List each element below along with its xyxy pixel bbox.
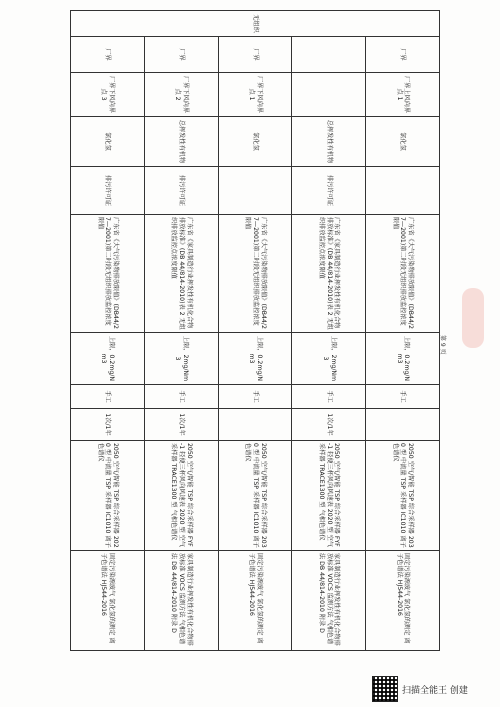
pollutant-cell: 总挥发性有机物	[144, 117, 218, 167]
seal-stamp	[462, 288, 484, 348]
limit-cell: 上限，2mg/Nm3	[292, 333, 366, 385]
permit-cell: 排污许可证	[71, 167, 145, 215]
instrument-cell: 2050 空气/智能 TSP 综合采样器 2030 型 中流量 TSP 采样器 IC1010 离子色谱仪	[218, 441, 292, 551]
limit-cell: 上限，0.2mg/Nm3	[218, 333, 292, 385]
standard-cell: 广东省《家具制造行业挥发性有机化合物排放标准》(DB 44/814-2010)表 2 无组织排放监控点浓度限值	[144, 215, 218, 333]
method-cell: 手工	[71, 385, 145, 409]
freq-cell	[218, 409, 292, 441]
site-cell: 厂界	[218, 37, 292, 73]
analysis-cell: 固定污染源废气 氯化氢的测定 离子色谱法 HJ544-2016	[218, 551, 292, 651]
analysis-cell: 家具制造行业挥发性有机化合物排放标准 VOCS 监测方法 气相色谱法 DB 44/814-2010 附录 D	[144, 551, 218, 651]
freq-cell	[366, 409, 440, 441]
pollutant-cell: 总挥发性有机物	[292, 117, 366, 167]
analysis-cell: 固定污染源废气 氯化氢的测定 离子色谱法 HJ544-2016	[71, 551, 145, 651]
table-row	[292, 11, 366, 651]
instrument-cell: 2050 空气/智能 TSP 综合采样器 FYF-1 轻便三杯风向风速表 2020 型 空气采样器 TRACE1300 型 气相色谱仪	[144, 441, 218, 551]
point-cell: 厂界下风向界点 1	[218, 73, 292, 117]
freq-cell: 1次/1年	[71, 409, 145, 441]
table-row	[366, 11, 440, 651]
monitoring-table	[70, 10, 440, 651]
method-cell: 手工	[366, 385, 440, 409]
site-cell: 厂界	[366, 37, 440, 73]
qr-code-icon	[372, 676, 398, 702]
instrument-cell: 2050 空气/智能 TSP 综合采样器 FYF-1 轻便三杯风向风速表 2020 型 空气采样器 TRACE1300 型 气相色谱仪	[292, 441, 366, 551]
permit-cell	[366, 167, 440, 215]
rotated-table-container	[70, 10, 440, 650]
analysis-cell: 家具制造行业挥发性有机化合物排放标准 VOCS 监测方法 气相色谱法 DB 44/814-2010 附录 D	[292, 551, 366, 651]
table-row	[218, 11, 292, 651]
table-row	[144, 11, 218, 651]
table-row	[71, 11, 145, 651]
standard-cell: 广东省《家具制造行业挥发性有机化合物排放标准》(DB 44/814-2010)表 2 无组织排放监控点浓度限值	[292, 215, 366, 333]
method-cell: 手工	[218, 385, 292, 409]
scanner-watermark	[372, 676, 468, 702]
site-cell: 厂界	[144, 37, 218, 73]
scanner-brand-text: 扫描全能王 创建	[402, 685, 468, 696]
pollutant-cell: 氯化氢	[71, 117, 145, 167]
permit-cell: 排污许可证	[292, 167, 366, 215]
point-cell: 厂界上风向界点 1	[366, 73, 440, 117]
pollutant-cell: 氯化氢	[366, 117, 440, 167]
limit-cell: 上限，2mg/Nm3	[144, 333, 218, 385]
standard-cell: 广东省《大气污染物排放限值》(DB44/27—2001)第二时段无组织排放监控浓度限值	[366, 215, 440, 333]
limit-cell: 上限，0.2mg/Nm3	[366, 333, 440, 385]
group-label-cell: 无组织	[71, 11, 440, 37]
method-cell: 手工	[144, 385, 218, 409]
permit-cell: 排污许可证	[144, 167, 218, 215]
point-cell: 厂界下风向界点 2	[144, 73, 218, 117]
pollutant-cell: 氯化氢	[218, 117, 292, 167]
freq-cell: 1次/1年	[292, 409, 366, 441]
site-cell: 厂界	[71, 37, 145, 73]
standard-cell: 广东省《大气污染物排放限值》(DB44/27—2001)第二时段无组织排放监控浓度限值	[71, 215, 145, 333]
instrument-cell: 2050 空气/智能 TSP 综合采样器 2020 型 中流量 TSP 采样器 IC1010 离子色谱仪	[71, 441, 145, 551]
site-cell	[292, 37, 366, 73]
point-cell	[292, 73, 366, 117]
standard-cell: 广东省《大气污染物排放限值》(DB44/27—2001)第二时段无组织排放监控浓度限值	[218, 215, 292, 333]
method-cell: 手工	[292, 385, 366, 409]
point-cell: 厂界下风向界点 3	[71, 73, 145, 117]
page-number: 第 9 页	[439, 335, 446, 355]
permit-cell	[218, 167, 292, 215]
limit-cell: 上限，0.2mg/Nm3	[71, 333, 145, 385]
analysis-cell: 固定污染源废气 氯化氢的测定 离子色谱法 HJ544-2016	[366, 551, 440, 651]
freq-cell: 1次/1年	[144, 409, 218, 441]
instrument-cell: 2050 空气/智能 TSP 综合采样器 2030 型 中流量 TSP 采样器 IC1010 离子色谱仪	[366, 441, 440, 551]
